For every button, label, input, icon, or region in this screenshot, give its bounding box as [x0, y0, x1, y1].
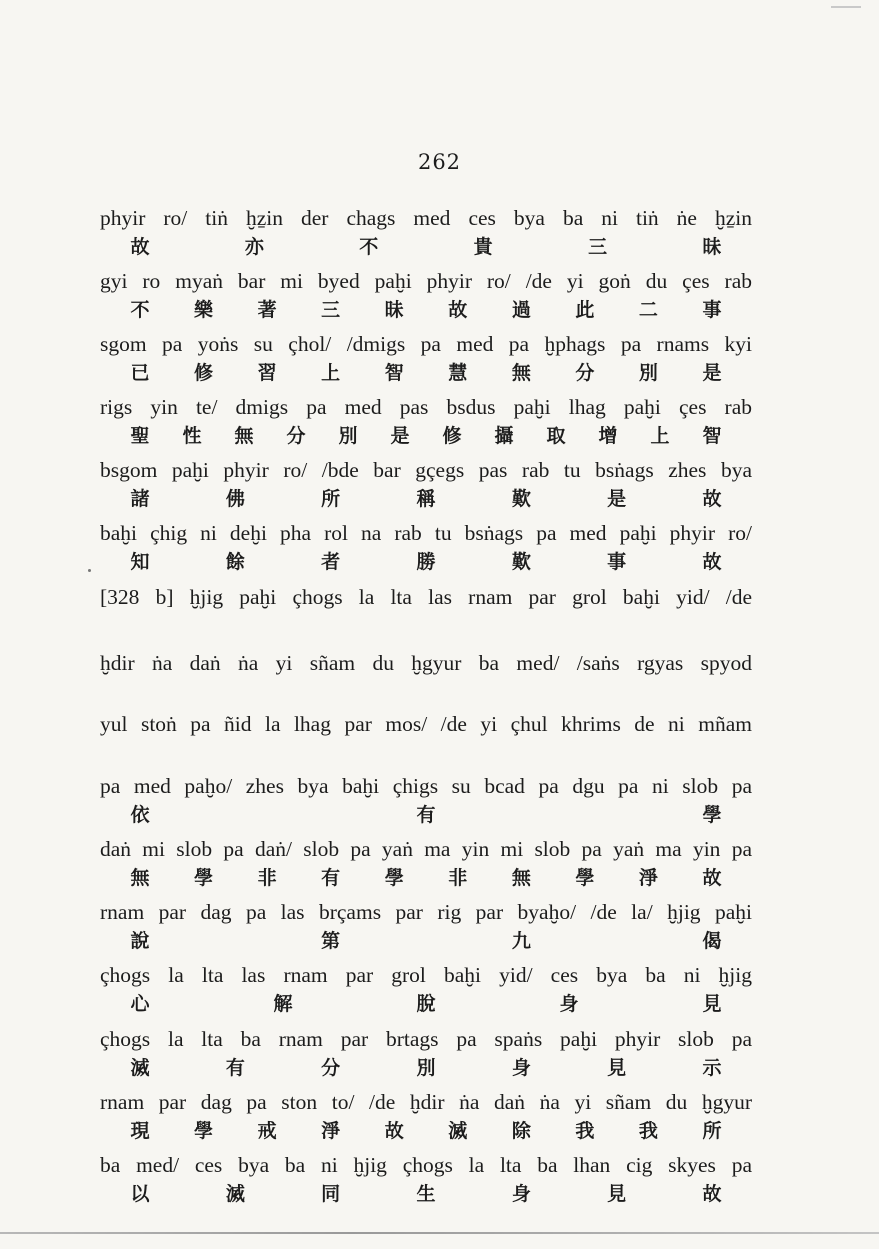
- chinese-character: 偈: [702, 930, 722, 952]
- chinese-character: 昧: [384, 299, 404, 321]
- chinese-character: 上: [321, 362, 341, 384]
- chinese-gloss-line: [100, 362, 752, 388]
- tibetan-line: yul stoṅ pa ñid la lhag par mos/ /de yi çhul khrims de ni mñam: [100, 712, 752, 736]
- tibetan-line: ba med/ ces bya ba ni ḫjig çhogs la lta ba lhan cig skyes pa: [100, 1153, 752, 1177]
- corner-mark: [831, 6, 861, 8]
- tibetan-line: rnam par dag pa las brçams par rig par byaḫo/ /de la/ ḫjig paḫi: [100, 900, 752, 924]
- chinese-gloss-line: [100, 1057, 752, 1083]
- chinese-character: 聖: [130, 425, 150, 447]
- chinese-character: 歎: [511, 551, 531, 573]
- line-group: [100, 457, 752, 510]
- chinese-character: 學: [194, 867, 214, 889]
- chinese-character: 佛: [225, 488, 245, 510]
- chinese-character: 依: [130, 804, 150, 826]
- tibetan-line: bsgom paḫi phyir ro/ /bde bar gçegs pas rab tu bsṅags zhes bya: [100, 458, 752, 482]
- chinese-character: 九: [511, 930, 531, 952]
- chinese-character: 身: [511, 1183, 531, 1205]
- chinese-character: 以: [130, 1183, 150, 1205]
- chinese-gloss-line: [100, 867, 752, 893]
- chinese-character: 淨: [321, 1120, 341, 1142]
- chinese-character: 事: [607, 551, 627, 573]
- chinese-character: 故: [702, 867, 722, 889]
- chinese-character: 學: [575, 867, 595, 889]
- chinese-character: 事: [702, 299, 722, 321]
- chinese-character: 同: [321, 1183, 341, 1205]
- chinese-character: 解: [273, 993, 293, 1015]
- chinese-character: 無: [511, 362, 531, 384]
- line-group: [100, 962, 752, 1015]
- chinese-character: 故: [384, 1120, 404, 1142]
- tibetan-line: baḫi çhig ni deḫi pha rol na rab tu bsṅags pa med paḫi phyir ro/: [100, 521, 752, 545]
- tibetan-line: pa med paḫo/ zhes bya baḫi çhigs su bcad pa dgu pa ni slob pa: [100, 774, 752, 798]
- chinese-character: 非: [448, 867, 468, 889]
- chinese-character: 智: [702, 425, 722, 447]
- chinese-character: 修: [194, 362, 214, 384]
- chinese-gloss-line: [100, 551, 752, 577]
- tibetan-line: phyir ro/ tiṅ ḫẕin der chags med ces bya ba ni tiṅ ṅe ḫẕin: [100, 206, 752, 230]
- tibetan-line: ḫdir ṅa daṅ ṅa yi sñam du ḫgyur ba med/ /saṅs rgyas spyod: [100, 651, 752, 675]
- chinese-character: 分: [321, 1057, 341, 1079]
- chinese-character: 無: [234, 425, 254, 447]
- line-group: [100, 331, 752, 384]
- chinese-character: 所: [702, 1120, 722, 1142]
- chinese-character: 是: [702, 362, 722, 384]
- chinese-character: 上: [650, 425, 670, 447]
- line-group: [100, 394, 752, 447]
- line-group: [100, 711, 752, 737]
- chinese-character: 性: [182, 425, 202, 447]
- chinese-character: 者: [321, 551, 341, 573]
- line-group: [100, 1089, 752, 1142]
- chinese-gloss-line: [100, 299, 752, 325]
- chinese-character: 三: [321, 299, 341, 321]
- tibetan-line: gyi ro myaṅ bar mi byed paḫi phyir ro/ /de yi goṅ du çes rab: [100, 269, 752, 293]
- chinese-character: 無: [130, 867, 150, 889]
- chinese-character: 淨: [638, 867, 658, 889]
- chinese-character: 見: [702, 993, 722, 1015]
- chinese-character: 故: [130, 236, 150, 258]
- chinese-character: 別: [638, 362, 658, 384]
- line-group: [100, 520, 752, 573]
- bottom-rule: [0, 1232, 879, 1234]
- chinese-character: 非: [257, 867, 277, 889]
- chinese-character: 滅: [448, 1120, 468, 1142]
- chinese-character: 亦: [244, 236, 264, 258]
- chinese-character: 我: [575, 1120, 595, 1142]
- chinese-character: 取: [546, 425, 566, 447]
- chinese-character: 除: [511, 1120, 531, 1142]
- chinese-character: 習: [257, 362, 277, 384]
- chinese-character: 有: [416, 804, 436, 826]
- chinese-character: 過: [511, 299, 531, 321]
- line-group: [100, 773, 752, 826]
- chinese-character: 勝: [416, 551, 436, 573]
- chinese-character: 我: [638, 1120, 658, 1142]
- chinese-character: 智: [384, 362, 404, 384]
- chinese-character: 有: [225, 1057, 245, 1079]
- chinese-character: 諸: [130, 488, 150, 510]
- chinese-character: 故: [702, 1183, 722, 1205]
- chinese-character: 三: [588, 236, 608, 258]
- chinese-character: 昧: [702, 236, 722, 258]
- chinese-character: 身: [511, 1057, 531, 1079]
- chinese-character: 學: [384, 867, 404, 889]
- chinese-character: 貴: [473, 236, 493, 258]
- chinese-character: 心: [130, 993, 150, 1015]
- chinese-character: 說: [130, 930, 150, 952]
- chinese-character: 分: [286, 425, 306, 447]
- chinese-character: 歎: [511, 488, 531, 510]
- chinese-character: 攝: [494, 425, 514, 447]
- chinese-character: 二: [638, 299, 658, 321]
- chinese-gloss-line: [100, 1120, 752, 1146]
- chinese-character: 見: [607, 1183, 627, 1205]
- chinese-character: 故: [702, 488, 722, 510]
- chinese-gloss-line: [100, 236, 752, 262]
- line-group: [100, 584, 752, 610]
- chinese-character: 不: [359, 236, 379, 258]
- chinese-gloss-line: [100, 930, 752, 956]
- chinese-character: 是: [607, 488, 627, 510]
- chinese-gloss-line: [100, 488, 752, 514]
- line-group: [100, 205, 752, 258]
- speck: [88, 569, 91, 572]
- chinese-gloss-line: [100, 804, 752, 830]
- chinese-character: 慧: [448, 362, 468, 384]
- tibetan-line: rnam par dag pa ston to/ /de ḫdir ṅa daṅ ṅa yi sñam du ḫgyur: [100, 1090, 752, 1114]
- chinese-character: 增: [598, 425, 618, 447]
- chinese-character: 生: [416, 1183, 436, 1205]
- chinese-character: 無: [511, 867, 531, 889]
- chinese-character: 第: [321, 930, 341, 952]
- chinese-character: 是: [390, 425, 410, 447]
- chinese-character: 學: [194, 1120, 214, 1142]
- chinese-character: 滅: [130, 1057, 150, 1079]
- chinese-character: 學: [702, 804, 722, 826]
- line-group: [100, 1026, 752, 1079]
- chinese-character: 所: [321, 488, 341, 510]
- chinese-character: 不: [130, 299, 150, 321]
- chinese-character: 別: [416, 1057, 436, 1079]
- chinese-character: 修: [442, 425, 462, 447]
- chinese-character: 脫: [416, 993, 436, 1015]
- chinese-character: 見: [607, 1057, 627, 1079]
- chinese-character: 身: [559, 993, 579, 1015]
- tibetan-line: çhogs la lta las rnam par grol baḫi yid/ ces bya ba ni ḫjig: [100, 963, 752, 987]
- chinese-character: 樂: [194, 299, 214, 321]
- line-group: [100, 899, 752, 952]
- chinese-character: 別: [338, 425, 358, 447]
- chinese-character: 示: [702, 1057, 722, 1079]
- tibetan-line: daṅ mi slob pa daṅ/ slob pa yaṅ ma yin mi slob pa yaṅ ma yin pa: [100, 837, 752, 861]
- line-group: [100, 650, 752, 676]
- page-number: 262: [417, 150, 462, 174]
- chinese-character: 現: [130, 1120, 150, 1142]
- tibetan-line: sgom pa yoṅs su çhol/ /dmigs pa med pa ḫphags pa rnams kyi: [100, 332, 752, 356]
- line-group: [100, 268, 752, 321]
- chinese-character: 知: [130, 551, 150, 573]
- line-group: [100, 1152, 752, 1205]
- chinese-character: 有: [321, 867, 341, 889]
- tibetan-line: [328 b] ḫjig paḫi çhogs la lta las rnam par grol baḫi yid/ /de: [100, 585, 752, 609]
- chinese-gloss-line: [100, 425, 752, 451]
- chinese-character: 稱: [416, 488, 436, 510]
- chinese-character: 已: [130, 362, 150, 384]
- chinese-character: 著: [257, 299, 277, 321]
- chinese-gloss-line: [100, 1183, 752, 1209]
- chinese-character: 餘: [225, 551, 245, 573]
- chinese-character: 滅: [225, 1183, 245, 1205]
- tibetan-line: çhogs la lta ba rnam par brtags pa spaṅs paḫi phyir slob pa: [100, 1027, 752, 1051]
- chinese-character: 故: [702, 551, 722, 573]
- chinese-character: 分: [575, 362, 595, 384]
- line-group: [100, 836, 752, 889]
- chinese-gloss-line: [100, 993, 752, 1019]
- chinese-character: 故: [448, 299, 468, 321]
- tibetan-line: rigs yin te/ dmigs pa med pas bsdus paḫi lhag paḫi çes rab: [100, 395, 752, 419]
- chinese-character: 此: [575, 299, 595, 321]
- chinese-character: 戒: [257, 1120, 277, 1142]
